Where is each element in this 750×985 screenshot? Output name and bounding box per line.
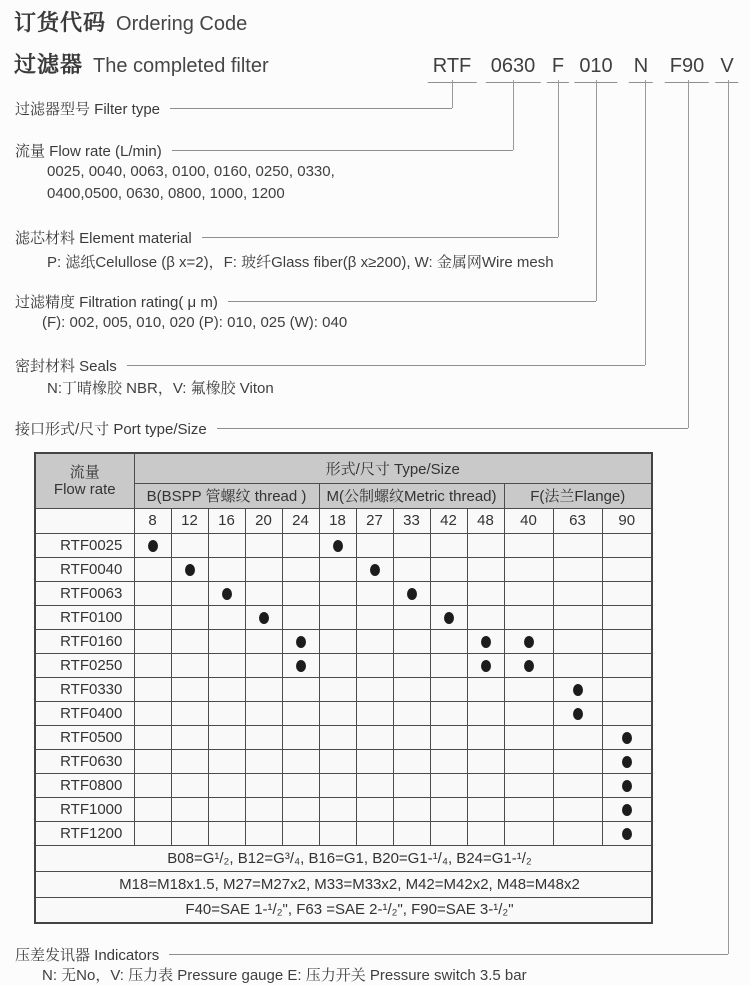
availability-cell	[171, 605, 208, 629]
code-token-0630: 0630	[486, 55, 541, 83]
availability-cell	[553, 701, 602, 725]
availability-cell	[171, 677, 208, 701]
availability-cell	[319, 557, 356, 581]
table-row-RTF0400	[35, 701, 652, 725]
availability-cell	[171, 629, 208, 653]
availability-cell	[171, 797, 208, 821]
availability-dot	[259, 612, 269, 624]
availability-cell	[467, 653, 504, 677]
availability-cell	[282, 773, 319, 797]
size-header-16: 16	[208, 508, 245, 533]
flow-rate-values-1: 0025, 0040, 0063, 0100, 0160, 0250, 0330,	[47, 163, 335, 180]
availability-cell	[430, 581, 467, 605]
code-connector-line-4	[645, 80, 646, 365]
model-cell: RTF0063	[35, 581, 134, 605]
availability-cell	[467, 749, 504, 773]
availability-cell	[553, 533, 602, 557]
availability-cell	[467, 725, 504, 749]
availability-cell	[245, 749, 282, 773]
group-header-2: F(法兰Flange)	[504, 483, 652, 508]
availability-cell	[467, 773, 504, 797]
availability-cell	[171, 725, 208, 749]
availability-cell	[467, 533, 504, 557]
model-cell: RTF0160	[35, 629, 134, 653]
table-row-RTF0040	[35, 557, 652, 581]
availability-dot	[622, 756, 632, 768]
size-header-42: 42	[430, 508, 467, 533]
availability-cell	[467, 821, 504, 845]
availability-cell	[393, 821, 430, 845]
table-row-RTF1000	[35, 797, 652, 821]
seals-line	[127, 365, 645, 366]
code-token-N: N	[629, 55, 653, 83]
availability-cell	[430, 677, 467, 701]
availability-cell	[134, 821, 171, 845]
table-row-RTF0630	[35, 749, 652, 773]
availability-cell	[134, 749, 171, 773]
availability-cell	[504, 533, 553, 557]
availability-cell	[504, 797, 553, 821]
availability-cell	[602, 629, 652, 653]
section-flow-rate	[15, 140, 513, 160]
availability-dot	[622, 828, 632, 840]
code-connector-line-1	[513, 80, 514, 150]
availability-cell	[504, 653, 553, 677]
size-header-27: 27	[356, 508, 393, 533]
availability-dot	[622, 780, 632, 792]
availability-dot	[622, 732, 632, 744]
availability-cell	[171, 581, 208, 605]
availability-dot	[622, 804, 632, 816]
availability-cell	[134, 701, 171, 725]
size-header-18: 18	[319, 508, 356, 533]
availability-cell	[393, 605, 430, 629]
availability-cell	[393, 749, 430, 773]
availability-cell	[430, 797, 467, 821]
availability-cell	[356, 725, 393, 749]
availability-cell	[134, 581, 171, 605]
availability-dot	[407, 588, 417, 600]
flow-rate-label: 流量 Flow rate (L/min)	[15, 142, 162, 160]
availability-cell	[467, 605, 504, 629]
size-header-33: 33	[393, 508, 430, 533]
availability-cell	[356, 533, 393, 557]
availability-cell	[504, 701, 553, 725]
availability-cell	[430, 629, 467, 653]
code-token-RTF: RTF	[428, 55, 477, 83]
availability-cell	[245, 629, 282, 653]
availability-cell	[393, 653, 430, 677]
table-row-RTF0025	[35, 533, 652, 557]
availability-cell	[134, 605, 171, 629]
model-cell: RTF0250	[35, 653, 134, 677]
code-connector-line-6	[728, 80, 729, 954]
availability-cell	[467, 797, 504, 821]
availability-cell	[553, 629, 602, 653]
page-subtitle-zh: 过滤器	[14, 52, 84, 77]
availability-dot	[481, 660, 491, 672]
availability-cell	[602, 749, 652, 773]
section-filtration-rating	[15, 291, 596, 311]
availability-cell	[171, 653, 208, 677]
model-cell: RTF0800	[35, 773, 134, 797]
availability-cell	[245, 725, 282, 749]
availability-cell	[553, 677, 602, 701]
element-material-line	[202, 237, 558, 238]
availability-dot	[370, 564, 380, 576]
group-header-1: M(公制螺纹Metric thread)	[319, 483, 504, 508]
section-seals	[15, 355, 645, 375]
type-size-header: 形式/尺寸 Type/Size	[134, 453, 652, 483]
availability-cell	[430, 749, 467, 773]
availability-cell	[208, 701, 245, 725]
availability-cell	[356, 629, 393, 653]
availability-cell	[319, 653, 356, 677]
availability-cell	[134, 725, 171, 749]
port-size-table	[34, 452, 653, 924]
availability-cell	[319, 773, 356, 797]
availability-cell	[245, 701, 282, 725]
code-connector-line-5	[688, 80, 689, 428]
footnote-row-1: M18=M18x1.5, M27=M27x2, M33=M33x2, M42=M42x2, M48=M48x2	[35, 871, 652, 897]
availability-cell	[356, 749, 393, 773]
availability-dot	[148, 540, 158, 552]
filtration-rating-label: 过滤精度 Filtration rating( μ m)	[15, 293, 218, 311]
availability-cell	[602, 653, 652, 677]
availability-cell	[504, 821, 553, 845]
availability-cell	[393, 773, 430, 797]
size-header-24: 24	[282, 508, 319, 533]
table-row-RTF0250	[35, 653, 652, 677]
availability-cell	[504, 773, 553, 797]
availability-dot	[296, 636, 306, 648]
availability-cell	[282, 821, 319, 845]
availability-cell	[356, 821, 393, 845]
availability-cell	[134, 773, 171, 797]
indicators-values: N: 无No，V: 压力表 Pressure gauge E: 压力开关 Pressure switch 3.5 bar	[42, 967, 527, 984]
indicators-line	[169, 954, 728, 955]
flow-rate-header-zh: 流量	[69, 463, 100, 481]
availability-cell	[134, 533, 171, 557]
flow-rate-line	[172, 150, 513, 151]
availability-cell	[553, 653, 602, 677]
availability-cell	[553, 581, 602, 605]
availability-cell	[553, 773, 602, 797]
availability-dot	[524, 660, 534, 672]
code-token-F: F	[547, 55, 569, 83]
size-row-blank	[35, 508, 134, 533]
availability-cell	[356, 653, 393, 677]
availability-cell	[319, 725, 356, 749]
availability-cell	[393, 725, 430, 749]
model-cell: RTF0040	[35, 557, 134, 581]
availability-cell	[602, 581, 652, 605]
model-cell: RTF0500	[35, 725, 134, 749]
availability-cell	[208, 629, 245, 653]
size-header-40: 40	[504, 508, 553, 533]
availability-cell	[134, 653, 171, 677]
availability-cell	[171, 533, 208, 557]
seals-values: N:丁晴橡胶 NBR，V: 氟橡胶 Viton	[47, 380, 274, 397]
availability-cell	[553, 605, 602, 629]
availability-dot	[573, 708, 583, 720]
availability-cell	[282, 653, 319, 677]
section-port-type	[15, 418, 688, 438]
availability-cell	[319, 605, 356, 629]
size-header-48: 48	[467, 508, 504, 533]
page-title	[14, 6, 247, 37]
model-cell: RTF0025	[35, 533, 134, 557]
availability-cell	[602, 773, 652, 797]
availability-cell	[208, 821, 245, 845]
availability-dot	[573, 684, 583, 696]
availability-cell	[602, 797, 652, 821]
model-cell: RTF0330	[35, 677, 134, 701]
availability-cell	[467, 581, 504, 605]
availability-cell	[319, 581, 356, 605]
availability-cell	[602, 557, 652, 581]
table-row-RTF1200	[35, 821, 652, 845]
filter-type-line	[170, 108, 452, 109]
availability-cell	[356, 677, 393, 701]
availability-cell	[504, 605, 553, 629]
availability-cell	[430, 605, 467, 629]
footnote-row-0: B08=G¹/₂, B12=G³/₄, B16=G1, B20=G1-¹/₄, B24=G1-¹/₂	[35, 845, 652, 871]
availability-cell	[208, 653, 245, 677]
flow-rate-header-en: Flow rate	[53, 480, 116, 498]
availability-cell	[356, 581, 393, 605]
availability-cell	[245, 605, 282, 629]
availability-cell	[134, 797, 171, 821]
model-cell: RTF0630	[35, 749, 134, 773]
availability-cell	[430, 821, 467, 845]
availability-dot	[222, 588, 232, 600]
availability-cell	[504, 629, 553, 653]
size-header-90: 90	[602, 508, 652, 533]
availability-cell	[208, 677, 245, 701]
availability-cell	[171, 773, 208, 797]
availability-cell	[602, 533, 652, 557]
filtration-rating-values: (F): 002, 005, 010, 020 (P): 010, 025 (W): 040	[42, 314, 348, 331]
availability-cell	[393, 557, 430, 581]
availability-cell	[319, 701, 356, 725]
availability-cell	[467, 557, 504, 581]
availability-cell	[245, 653, 282, 677]
availability-cell	[393, 797, 430, 821]
availability-cell	[356, 773, 393, 797]
availability-dot	[185, 564, 195, 576]
availability-cell	[319, 677, 356, 701]
section-indicators	[15, 944, 728, 964]
availability-cell	[319, 821, 356, 845]
availability-cell	[282, 533, 319, 557]
availability-dot	[296, 660, 306, 672]
availability-dot	[444, 612, 454, 624]
availability-dot	[524, 636, 534, 648]
availability-dot	[333, 540, 343, 552]
availability-cell	[356, 557, 393, 581]
availability-cell	[467, 629, 504, 653]
size-header-63: 63	[553, 508, 602, 533]
group-header-0: B(BSPP 管螺纹 thread )	[134, 483, 319, 508]
availability-cell	[134, 557, 171, 581]
availability-cell	[393, 533, 430, 557]
availability-cell	[602, 605, 652, 629]
availability-cell	[356, 701, 393, 725]
availability-cell	[208, 557, 245, 581]
seals-label: 密封材料 Seals	[15, 357, 117, 375]
availability-cell	[208, 533, 245, 557]
element-material-values: P: 滤纸Celullose (β x=2)，F: 玻纤Glass fiber(β x≥200), W: 金属网Wire mesh	[47, 254, 554, 271]
availability-cell	[504, 581, 553, 605]
size-header-8: 8	[134, 508, 171, 533]
availability-cell	[171, 749, 208, 773]
availability-cell	[319, 533, 356, 557]
availability-cell	[245, 773, 282, 797]
availability-cell	[319, 797, 356, 821]
code-token-V: V	[715, 55, 738, 83]
availability-cell	[430, 533, 467, 557]
availability-cell	[245, 533, 282, 557]
availability-cell	[430, 701, 467, 725]
availability-cell	[319, 629, 356, 653]
availability-cell	[393, 701, 430, 725]
availability-cell	[208, 725, 245, 749]
page-subtitle	[14, 48, 269, 79]
indicators-label: 压差发讯器 Indicators	[15, 946, 160, 964]
availability-cell	[602, 725, 652, 749]
page-title-zh: 订货代码	[14, 10, 107, 35]
availability-cell	[504, 677, 553, 701]
availability-cell	[602, 701, 652, 725]
availability-cell	[245, 677, 282, 701]
availability-cell	[430, 773, 467, 797]
page-subtitle-en: The completed filter	[93, 55, 269, 77]
page-title-en: Ordering Code	[116, 13, 248, 35]
table-row-RTF0063	[35, 581, 652, 605]
availability-cell	[504, 557, 553, 581]
availability-cell	[356, 797, 393, 821]
availability-cell	[504, 725, 553, 749]
flow-rate-header	[35, 453, 134, 508]
availability-cell	[208, 773, 245, 797]
availability-cell	[171, 557, 208, 581]
availability-cell	[282, 629, 319, 653]
availability-cell	[171, 821, 208, 845]
element-material-label: 滤芯材料 Element material	[15, 229, 192, 247]
model-cell: RTF0400	[35, 701, 134, 725]
availability-cell	[430, 557, 467, 581]
availability-cell	[208, 797, 245, 821]
availability-cell	[319, 749, 356, 773]
section-filter-type	[15, 98, 452, 118]
code-token-F90: F90	[665, 55, 709, 83]
availability-cell	[282, 701, 319, 725]
availability-cell	[504, 749, 553, 773]
availability-cell	[602, 821, 652, 845]
port-type-line	[217, 428, 688, 429]
code-connector-line-3	[596, 80, 597, 301]
availability-cell	[208, 605, 245, 629]
table-row-RTF0160	[35, 629, 652, 653]
availability-cell	[208, 749, 245, 773]
availability-cell	[245, 821, 282, 845]
availability-cell	[553, 821, 602, 845]
availability-cell	[134, 629, 171, 653]
availability-cell	[553, 749, 602, 773]
flow-rate-values-2: 0400,0500, 0630, 0800, 1000, 1200	[47, 185, 285, 202]
availability-dot	[481, 636, 491, 648]
availability-cell	[282, 605, 319, 629]
availability-cell	[393, 629, 430, 653]
availability-cell	[553, 557, 602, 581]
availability-cell	[467, 701, 504, 725]
availability-cell	[282, 677, 319, 701]
model-cell: RTF1200	[35, 821, 134, 845]
filter-type-label: 过滤器型号 Filter type	[15, 100, 161, 118]
availability-cell	[430, 653, 467, 677]
code-connector-line-0	[452, 80, 453, 108]
availability-cell	[282, 797, 319, 821]
size-header-12: 12	[171, 508, 208, 533]
availability-cell	[393, 581, 430, 605]
availability-cell	[171, 701, 208, 725]
code-token-010: 010	[574, 55, 617, 83]
availability-cell	[393, 677, 430, 701]
availability-cell	[282, 725, 319, 749]
port-type-label: 接口形式/尺寸 Port type/Size	[15, 420, 207, 438]
availability-cell	[245, 557, 282, 581]
availability-cell	[208, 581, 245, 605]
model-cell: RTF1000	[35, 797, 134, 821]
size-header-20: 20	[245, 508, 282, 533]
availability-cell	[467, 677, 504, 701]
section-element-material	[15, 227, 558, 247]
table-row-RTF0800	[35, 773, 652, 797]
table-row-RTF0330	[35, 677, 652, 701]
availability-cell	[245, 797, 282, 821]
table-row-RTF0100	[35, 605, 652, 629]
availability-cell	[282, 557, 319, 581]
availability-cell	[282, 749, 319, 773]
code-connector-line-2	[558, 80, 559, 237]
availability-cell	[553, 797, 602, 821]
model-cell: RTF0100	[35, 605, 134, 629]
availability-cell	[553, 725, 602, 749]
availability-cell	[356, 605, 393, 629]
availability-cell	[245, 581, 282, 605]
availability-cell	[134, 677, 171, 701]
availability-cell	[602, 677, 652, 701]
table-row-RTF0500	[35, 725, 652, 749]
filtration-rating-line	[228, 301, 596, 302]
footnote-row-2: F40=SAE 1-¹/₂", F63 =SAE 2-¹/₂", F90=SAE 3-¹/₂"	[35, 897, 652, 923]
availability-cell	[430, 725, 467, 749]
availability-cell	[282, 581, 319, 605]
